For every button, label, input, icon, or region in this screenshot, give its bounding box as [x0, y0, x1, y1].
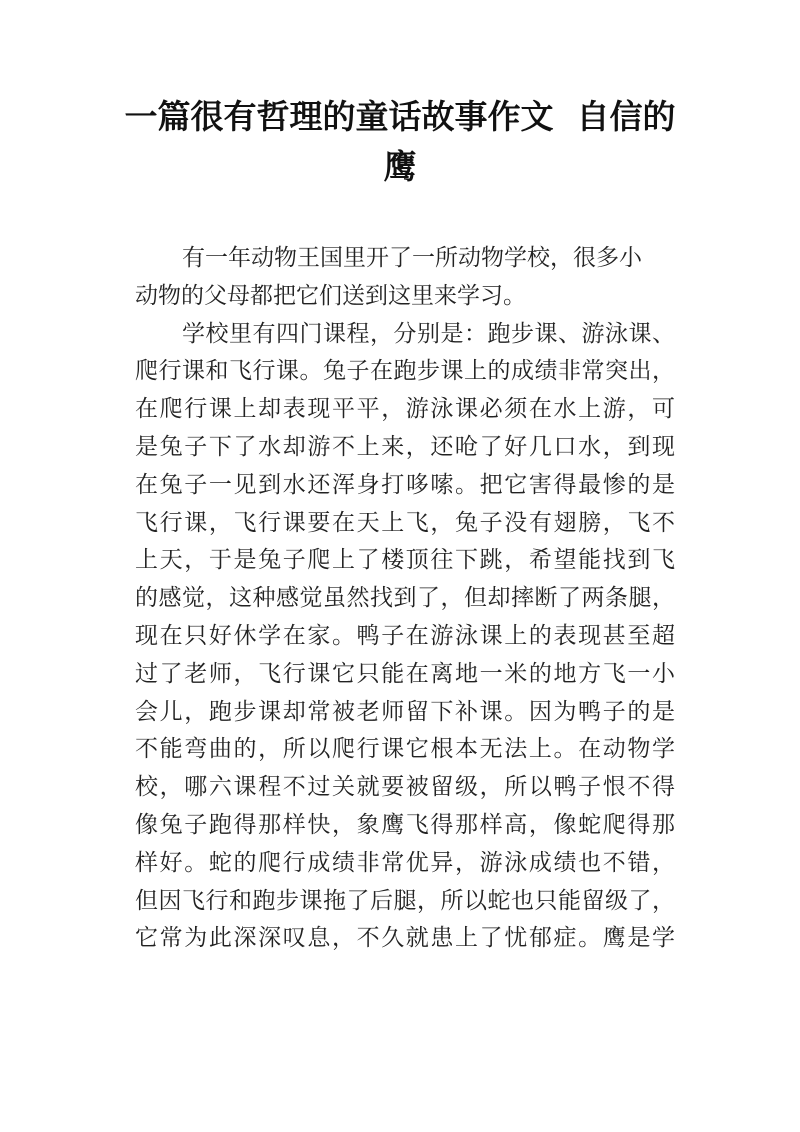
text-line: 在爬行课上却表现平平，游泳课必须在水上游，可	[135, 396, 675, 423]
title-line-2: 鹰	[383, 147, 417, 186]
text-line: 它常为此深深叹息，不久就患上了忧郁症。鹰是学	[135, 925, 675, 952]
document-title	[120, 92, 680, 192]
text-line: 的感觉，这种感觉虽然找到了，但却摔断了两条腿，	[135, 585, 675, 612]
text-line: 样好。蛇的爬行成绩非常优异，游泳成绩也不错，	[135, 849, 675, 876]
title-line-1: 一篇很有哲理的童话故事作文 自信的	[124, 97, 676, 136]
text-line: 动物的父母都把它们送到这里来学习。	[135, 282, 526, 309]
text-line: 现在只好休学在家。鸭子在游泳课上的表现甚至超	[135, 622, 675, 649]
text-line: 像兔子跑得那样快，象鹰飞得那样高，像蛇爬得那	[135, 811, 675, 838]
text-line: 在兔子一见到水还浑身打哆嗦。把它害得最惨的是	[135, 471, 675, 498]
text-line: 会儿，跑步课却常被老师留下补课。因为鸭子的是	[135, 698, 675, 725]
text-line: 是兔子下了水却游不上来，还呛了好几口水，到现	[135, 433, 675, 460]
article-body	[135, 240, 675, 958]
text-line: 不能弯曲的，所以爬行课它根本无法上。在动物学	[135, 736, 675, 763]
text-line: 爬行课和飞行课。兔子在跑步课上的成绩非常突出，	[135, 358, 675, 385]
text-line: 校，哪六课程不过关就要被留级，所以鸭子恨不得	[135, 774, 675, 801]
text-line: 学校里有四门课程，分别是：跑步课、游泳课、	[182, 320, 675, 347]
text-line: 上天，于是兔子爬上了楼顶往下跳，希望能找到飞	[135, 547, 675, 574]
text-line: 过了老师，飞行课它只能在离地一米的地方飞一小	[135, 660, 675, 687]
text-line: 飞行课，飞行课要在天上飞，兔子没有翅膀，飞不	[135, 509, 675, 536]
text-line: 有一年动物王国里开了一所动物学校，很多小	[182, 245, 642, 271]
text-line: 但因飞行和跑步课拖了后腿，所以蛇也只能留级了，	[135, 887, 675, 914]
